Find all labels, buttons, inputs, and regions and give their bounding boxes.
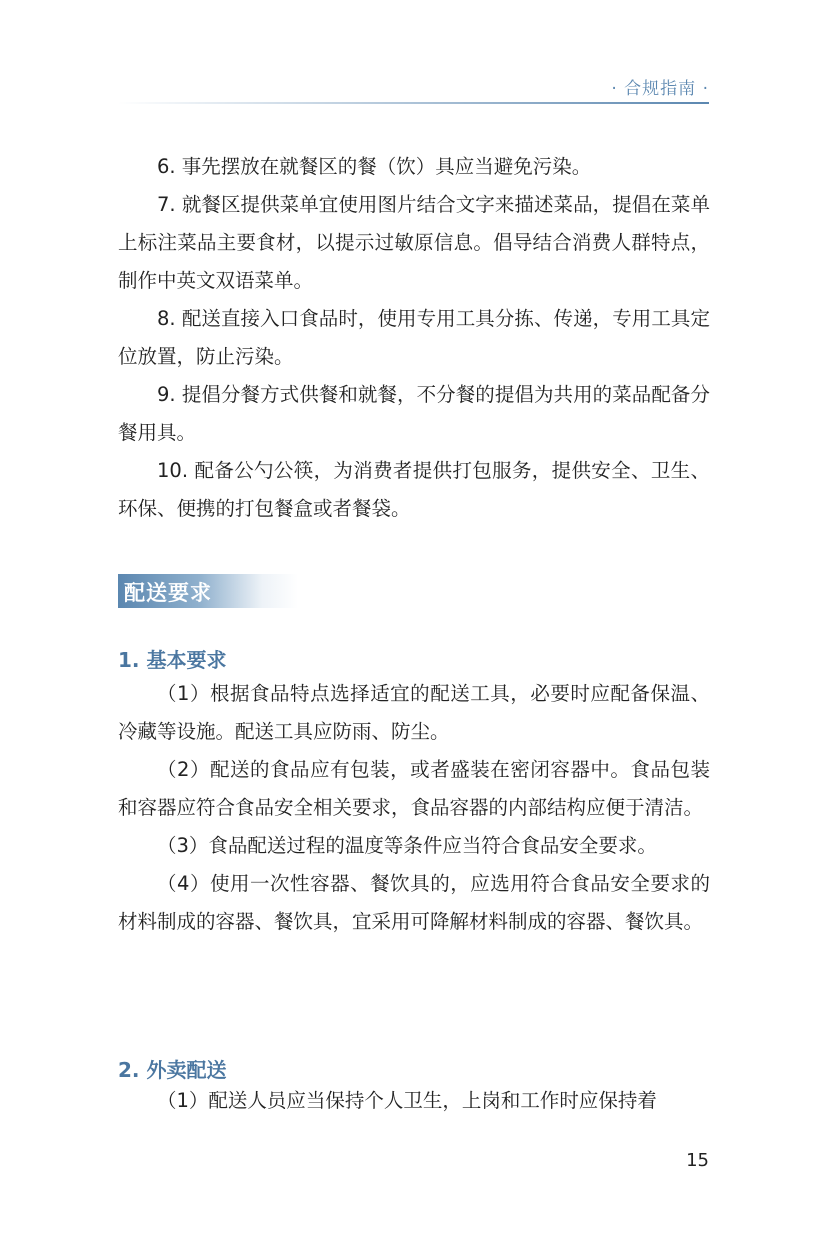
paragraph-8: 8. 配送直接入口食品时，使用专用工具分拣、传递，专用工具定位放置，防止污染。 (118, 307, 710, 368)
requirement-3: （3）食品配送过程的温度等条件应当符合食品安全要求。 (157, 834, 657, 857)
takeaway-rule-1: （1）配送人员应当保持个人卫生，上岗和工作时应保持着 (157, 1089, 657, 1112)
paragraph-6: 6. 事先摆放在就餐区的餐（饮）具应当避免污染。 (157, 155, 592, 178)
section-banner (118, 574, 298, 608)
requirement-4: （4）使用一次性容器、餐饮具的，应选用符合食品安全要求的材料制成的容器、餐饮具，宜采用可降解材料制成的容器、餐饮具。 (118, 872, 710, 933)
section-title: 配送要求 (124, 581, 212, 605)
page-header-title: · 合规指南 · (611, 79, 709, 99)
subheading-takeaway-delivery: 2. 外卖配送 (118, 1058, 227, 1082)
requirement-2: （2）配送的食品应有包装，或者盛装在密闭容器中。食品包装和容器应符合食品安全相关要求，食品容器的内部结构应便于清洁。 (118, 758, 710, 819)
subheading-basic-requirements: 1. 基本要求 (118, 648, 227, 672)
page-number: 15 (686, 1150, 709, 1171)
text-block-takeaway-delivery (118, 1082, 710, 1120)
text-block-basic-requirements (118, 675, 710, 941)
paragraph-7: 7. 就餐区提供菜单宜使用图片结合文字来描述菜品，提倡在菜单上标注菜品主要食材，以提示过敏原信息。倡导结合消费人群特点，制作中英文双语菜单。 (118, 193, 710, 292)
paragraph-10: 10. 配备公勺公筷，为消费者提供打包服务，提供安全、卫生、环保、便携的打包餐盒或者餐袋。 (118, 459, 710, 520)
requirement-1: （1）根据食品特点选择适宜的配送工具，必要时应配备保温、冷藏等设施。配送工具应防雨、防尘。 (118, 682, 710, 743)
page-header-rule (118, 102, 709, 104)
paragraph-9: 9. 提倡分餐方式供餐和就餐，不分餐的提倡为共用的菜品配备分餐用具。 (118, 383, 710, 444)
text-block-dining-rules (118, 148, 710, 528)
